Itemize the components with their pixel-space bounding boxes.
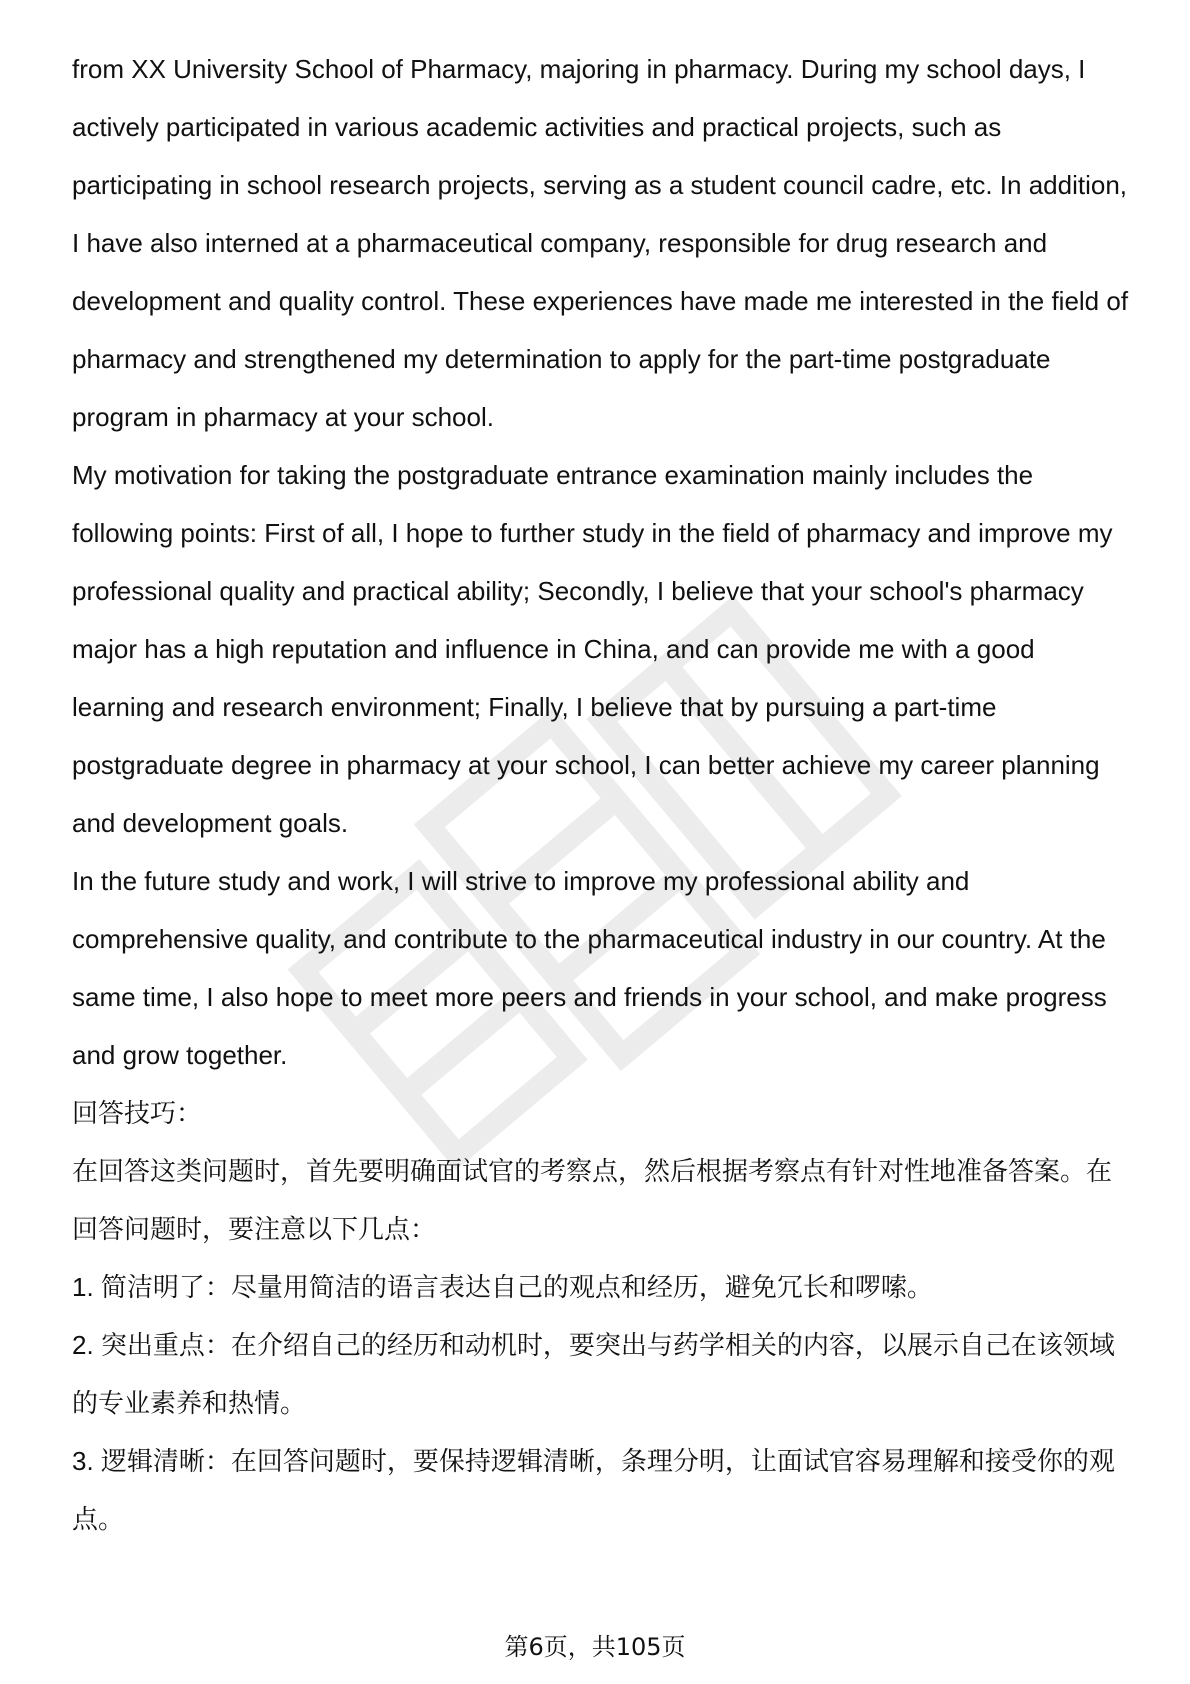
tip-item-logic: 3. 逻辑清晰：在回答问题时，要保持逻辑清晰，条理分明，让面试官容易理解和接受你的观点。	[72, 1446, 1115, 1534]
tip-item-highlight: 2. 突出重点：在介绍自己的经历和动机时，要突出与药学相关的内容，以展示自己在该领域的专业素养和热情。	[72, 1330, 1115, 1418]
paragraph-future: In the future study and work, I will strive to improve my professional ability and comprehensive quality, and contribute to the pharmaceutical industry in our country. At the same time, I also hope to meet more peers and friends in your school, and make progress and grow together.	[72, 866, 1107, 1070]
document-body	[72, 40, 1132, 1548]
paragraph-education: from XX University School of Pharmacy, majoring in pharmacy. During my school days, I actively participated in various academic activities and practical projects, such as participating in school research projects, serving as a student council cadre, etc. In addition, I have also interned at a pharmaceutical company, responsible for drug research and development and quality control. These experiences have made me interested in the field of pharmacy and strengthened my determination to apply for the part-time postgraduate program in pharmacy at your school.	[72, 54, 1129, 432]
tips-heading: 回答技巧：	[72, 1098, 203, 1128]
page-number: 第6页，共105页	[504, 1633, 686, 1661]
paragraph-motivation: My motivation for taking the postgraduate entrance examination mainly includes the following points: First of all, I hope to further study in the field of pharmacy and improve my professional quality and practical ability; Secondly, I believe that your school's pharmacy major has a high reputation and influence in China, and can provide me with a good learning and research environment; Finally, I believe that by pursuing a part-time postgraduate degree in pharmacy at your school, I can better achieve my career planning and development goals.	[72, 460, 1113, 838]
tip-item-concise: 1. 简洁明了：尽量用简洁的语言表达自己的观点和经历，避免冗长和啰嗦。	[72, 1272, 933, 1302]
tips-intro: 在回答这类问题时，首先要明确面试官的考察点，然后根据考察点有针对性地准备答案。在回答问题时，要注意以下几点：	[72, 1156, 1113, 1244]
